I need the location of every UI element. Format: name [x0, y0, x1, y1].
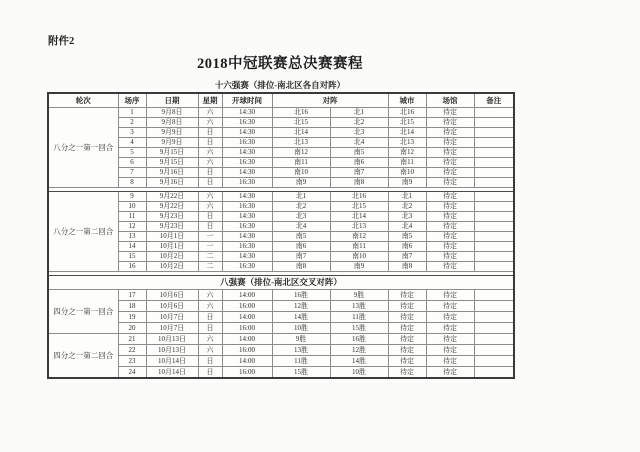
- table-cell: 北14: [388, 128, 426, 138]
- table-cell: 北4: [330, 138, 388, 148]
- table-cell: 北16: [330, 192, 388, 202]
- table-cell: 18: [118, 301, 146, 312]
- table-cell: 南6: [330, 158, 388, 168]
- table-row: [48, 290, 514, 301]
- table-cell: 南10: [272, 168, 330, 178]
- table-cell: 9月9日: [146, 128, 198, 138]
- table-cell: 日: [198, 168, 222, 178]
- table-cell: 北15: [272, 118, 330, 128]
- table-cell: 16:00: [222, 323, 272, 334]
- section-subtitle: 十六强赛（排位-南北区各自对阵）: [214, 80, 346, 90]
- table-cell: [474, 242, 514, 252]
- table-cell: 23: [118, 356, 146, 367]
- table-cell: 12胜: [330, 345, 388, 356]
- table-row: [48, 148, 514, 158]
- table-row: [48, 252, 514, 262]
- table-cell: [474, 158, 514, 168]
- column-header: 日期: [146, 93, 198, 108]
- table-cell: [474, 301, 514, 312]
- table-cell: 南11: [388, 158, 426, 168]
- table-cell: 北13: [330, 222, 388, 232]
- table-cell: 16:30: [222, 262, 272, 272]
- table-cell: 待定: [426, 301, 474, 312]
- table-cell: 北14: [272, 128, 330, 138]
- table-row: [48, 345, 514, 356]
- table-cell: 待定: [426, 334, 474, 345]
- table-row: [48, 301, 514, 312]
- table-cell: 北15: [330, 202, 388, 212]
- table-cell: [474, 222, 514, 232]
- table-cell: 13胜: [330, 301, 388, 312]
- table-cell: 11胜: [272, 356, 330, 367]
- table-cell: 16:00: [222, 301, 272, 312]
- table-cell: 16胜: [272, 290, 330, 301]
- table-cell: 日: [198, 356, 222, 367]
- table-cell: 10月13日: [146, 334, 198, 345]
- table-cell: 待定: [426, 345, 474, 356]
- table-cell: 10胜: [330, 367, 388, 379]
- table-cell: 北4: [272, 222, 330, 232]
- table-cell: 6: [118, 158, 146, 168]
- table-cell: 六: [198, 334, 222, 345]
- table-cell: 一: [198, 232, 222, 242]
- table-cell: 15: [118, 252, 146, 262]
- table-row: [48, 232, 514, 242]
- table-cell: 16:00: [222, 345, 272, 356]
- table-cell: 六: [198, 345, 222, 356]
- table-cell: 14:30: [222, 252, 272, 262]
- table-row: [48, 312, 514, 323]
- stage-banner: 八强赛（排位-南北区交叉对阵）: [48, 276, 514, 290]
- table-cell: 六: [198, 118, 222, 128]
- table-cell: [474, 178, 514, 188]
- table-cell: [474, 138, 514, 148]
- table-cell: 14:00: [222, 312, 272, 323]
- round-label: 四分之一第一回合: [48, 290, 118, 334]
- table-cell: 日: [198, 222, 222, 232]
- table-cell: 待定: [388, 312, 426, 323]
- table-cell: 待定: [426, 202, 474, 212]
- table-cell: 待定: [426, 108, 474, 118]
- table-cell: 待定: [426, 158, 474, 168]
- table-row: [48, 202, 514, 212]
- table-cell: 16胜: [330, 334, 388, 345]
- table-cell: 9月16日: [146, 178, 198, 188]
- table-cell: 待定: [426, 232, 474, 242]
- table-cell: 南7: [330, 168, 388, 178]
- table-cell: 待定: [426, 178, 474, 188]
- table-cell: 10月14日: [146, 367, 198, 379]
- table-cell: 10月13日: [146, 345, 198, 356]
- column-header: 开球时间: [222, 93, 272, 108]
- table-cell: 16:00: [222, 367, 272, 379]
- table-cell: 待定: [426, 222, 474, 232]
- table-cell: 9胜: [330, 290, 388, 301]
- table-cell: 14:00: [222, 290, 272, 301]
- table-cell: 南12: [388, 148, 426, 158]
- table-cell: [474, 168, 514, 178]
- table-cell: 2: [118, 118, 146, 128]
- column-header: 场馆: [426, 93, 474, 108]
- table-cell: 9月22日: [146, 192, 198, 202]
- table-cell: 9月23日: [146, 222, 198, 232]
- table-cell: 16:30: [222, 138, 272, 148]
- table-cell: [474, 212, 514, 222]
- table-cell: 16: [118, 262, 146, 272]
- table-cell: 南10: [330, 252, 388, 262]
- table-row: [48, 323, 514, 334]
- table-cell: 北3: [330, 128, 388, 138]
- table-cell: 北13: [272, 138, 330, 148]
- table-cell: 10月2日: [146, 252, 198, 262]
- table-cell: 待定: [388, 356, 426, 367]
- table-cell: 7: [118, 168, 146, 178]
- table-cell: [474, 108, 514, 118]
- table-cell: 16:30: [222, 178, 272, 188]
- table-cell: 二: [198, 262, 222, 272]
- table-row: [48, 158, 514, 168]
- table-cell: [474, 148, 514, 158]
- table-cell: 9: [118, 192, 146, 202]
- table-cell: 北2: [330, 118, 388, 128]
- table-cell: 待定: [426, 212, 474, 222]
- table-cell: 南6: [388, 242, 426, 252]
- table-cell: 16:30: [222, 222, 272, 232]
- table-cell: 日: [198, 178, 222, 188]
- table-cell: 待定: [426, 242, 474, 252]
- table-row: [48, 178, 514, 188]
- table-cell: 六: [198, 108, 222, 118]
- table-cell: 北16: [388, 108, 426, 118]
- table-cell: 1: [118, 108, 146, 118]
- table-cell: 14:30: [222, 212, 272, 222]
- table-cell: 南8: [388, 262, 426, 272]
- table-cell: 14:30: [222, 128, 272, 138]
- table-cell: 日: [198, 212, 222, 222]
- table-cell: 北3: [272, 212, 330, 222]
- table-cell: 待定: [426, 252, 474, 262]
- table-cell: 20: [118, 323, 146, 334]
- table-cell: 21: [118, 334, 146, 345]
- table-cell: 10月14日: [146, 356, 198, 367]
- table-cell: 六: [198, 301, 222, 312]
- table-cell: 16:30: [222, 202, 272, 212]
- table-cell: 南5: [330, 148, 388, 158]
- table-cell: 南5: [272, 232, 330, 242]
- table-cell: 10月1日: [146, 232, 198, 242]
- table-cell: 14:30: [222, 168, 272, 178]
- table-cell: 4: [118, 138, 146, 148]
- table-cell: 日: [198, 138, 222, 148]
- table-cell: 8: [118, 178, 146, 188]
- table-cell: 9月22日: [146, 202, 198, 212]
- table-cell: 9月15日: [146, 148, 198, 158]
- table-cell: 南9: [330, 262, 388, 272]
- table-row: [48, 334, 514, 345]
- table-cell: 日: [198, 128, 222, 138]
- table-cell: 22: [118, 345, 146, 356]
- table-cell: [474, 232, 514, 242]
- table-cell: 南6: [272, 242, 330, 252]
- table-cell: [474, 323, 514, 334]
- header-row: [48, 93, 514, 108]
- table-cell: 南12: [330, 232, 388, 242]
- table-cell: [474, 262, 514, 272]
- table-cell: [474, 312, 514, 323]
- table-cell: [474, 128, 514, 138]
- table-cell: 10胜: [272, 323, 330, 334]
- table-cell: 14胜: [272, 312, 330, 323]
- table-cell: 3: [118, 128, 146, 138]
- table-cell: 南7: [272, 252, 330, 262]
- table-cell: 北14: [330, 212, 388, 222]
- table-cell: [474, 252, 514, 262]
- table-cell: 待定: [426, 148, 474, 158]
- table-cell: 12胜: [272, 301, 330, 312]
- table-cell: 一: [198, 242, 222, 252]
- column-header: 城市: [388, 93, 426, 108]
- table-row: [48, 222, 514, 232]
- table-cell: 南9: [272, 178, 330, 188]
- table-cell: 六: [198, 202, 222, 212]
- column-header: 轮次: [48, 93, 118, 108]
- table-row: [48, 192, 514, 202]
- table-cell: 南12: [272, 148, 330, 158]
- table-cell: 17: [118, 290, 146, 301]
- table-cell: 10: [118, 202, 146, 212]
- table-cell: 待定: [388, 301, 426, 312]
- table-cell: 南7: [388, 252, 426, 262]
- table-cell: 北1: [272, 192, 330, 202]
- table-cell: 待定: [426, 192, 474, 202]
- table-row: [48, 367, 514, 379]
- table-cell: 待定: [426, 323, 474, 334]
- column-header: 场序: [118, 93, 146, 108]
- table-cell: 10月2日: [146, 262, 198, 272]
- table-cell: 14:30: [222, 148, 272, 158]
- table-cell: 12: [118, 222, 146, 232]
- table-cell: 14:00: [222, 356, 272, 367]
- table-cell: 北1: [388, 192, 426, 202]
- table-cell: 24: [118, 367, 146, 379]
- table-cell: 待定: [426, 356, 474, 367]
- table-cell: 待定: [388, 323, 426, 334]
- table-cell: 日: [198, 323, 222, 334]
- table-cell: 南9: [388, 178, 426, 188]
- table-cell: 六: [198, 290, 222, 301]
- table-cell: 北4: [388, 222, 426, 232]
- table-cell: 北16: [272, 108, 330, 118]
- table-cell: 14胜: [330, 356, 388, 367]
- table-cell: 六: [198, 192, 222, 202]
- table-cell: 14:30: [222, 108, 272, 118]
- table-cell: 南11: [272, 158, 330, 168]
- table-cell: 9月8日: [146, 108, 198, 118]
- table-cell: 14:30: [222, 192, 272, 202]
- table-cell: 北2: [272, 202, 330, 212]
- table-cell: 19: [118, 312, 146, 323]
- table-cell: 9胜: [272, 334, 330, 345]
- table-cell: 16:30: [222, 158, 272, 168]
- table-cell: 南5: [388, 232, 426, 242]
- table-cell: [474, 290, 514, 301]
- table-cell: [474, 118, 514, 128]
- table-cell: 11胜: [330, 312, 388, 323]
- table-cell: [474, 356, 514, 367]
- table-cell: 二: [198, 252, 222, 262]
- table-cell: 待定: [388, 290, 426, 301]
- table-cell: 六: [198, 148, 222, 158]
- table-cell: 9月8日: [146, 118, 198, 128]
- table-cell: 日: [198, 367, 222, 379]
- table-cell: 待定: [426, 367, 474, 379]
- table-cell: 日: [198, 312, 222, 323]
- round-label: 四分之一第二回合: [48, 334, 118, 379]
- column-header: 星期: [198, 93, 222, 108]
- table-cell: 北2: [388, 202, 426, 212]
- table-row: [48, 356, 514, 367]
- table-cell: 待定: [426, 312, 474, 323]
- table-row: [48, 212, 514, 222]
- table-cell: 10月6日: [146, 301, 198, 312]
- stage-banner-row: [48, 276, 514, 290]
- table-row: [48, 168, 514, 178]
- table-row: [48, 118, 514, 128]
- table-cell: 9月15日: [146, 158, 198, 168]
- table-cell: 13胜: [272, 345, 330, 356]
- table-row: [48, 262, 514, 272]
- table-cell: [474, 334, 514, 345]
- table-cell: [474, 202, 514, 212]
- table-cell: 待定: [426, 262, 474, 272]
- table-cell: 南8: [272, 262, 330, 272]
- table-cell: 待定: [388, 345, 426, 356]
- table-cell: 北3: [388, 212, 426, 222]
- table-cell: 11: [118, 212, 146, 222]
- table-cell: 10月6日: [146, 290, 198, 301]
- table-cell: 待定: [388, 334, 426, 345]
- column-header: 对阵: [272, 93, 388, 108]
- table-cell: 六: [198, 158, 222, 168]
- schedule-table: [47, 92, 515, 379]
- table-cell: 9月9日: [146, 138, 198, 148]
- page-title: 2018中冠联赛总决赛赛程: [197, 56, 363, 72]
- table-cell: 15胜: [272, 367, 330, 379]
- attachment-label: 附件2: [48, 36, 75, 47]
- table-cell: 5: [118, 148, 146, 158]
- table-cell: 南10: [388, 168, 426, 178]
- table-cell: 14:30: [222, 232, 272, 242]
- table-cell: 16:30: [222, 118, 272, 128]
- column-header: 备注: [474, 93, 514, 108]
- round-label: 八分之一第二回合: [48, 192, 118, 272]
- table-cell: 待定: [426, 168, 474, 178]
- table-cell: 13: [118, 232, 146, 242]
- table-cell: 待定: [426, 128, 474, 138]
- table-cell: 10月7日: [146, 323, 198, 334]
- table-cell: 北13: [388, 138, 426, 148]
- table-row: [48, 108, 514, 118]
- table-cell: 10月1日: [146, 242, 198, 252]
- table-cell: 南11: [330, 242, 388, 252]
- table-cell: 待定: [426, 118, 474, 128]
- table-cell: 14:00: [222, 334, 272, 345]
- table-cell: 16:30: [222, 242, 272, 252]
- table-cell: 待定: [426, 138, 474, 148]
- table-cell: 北1: [330, 108, 388, 118]
- table-cell: 待定: [388, 367, 426, 379]
- round-label: 八分之一第一回合: [48, 108, 118, 188]
- table-cell: 10月7日: [146, 312, 198, 323]
- table-cell: [474, 192, 514, 202]
- table-cell: 待定: [426, 290, 474, 301]
- table-row: [48, 242, 514, 252]
- table-cell: [474, 345, 514, 356]
- table-cell: 9月16日: [146, 168, 198, 178]
- table-cell: 15胜: [330, 323, 388, 334]
- table-cell: 14: [118, 242, 146, 252]
- table-cell: [474, 367, 514, 379]
- table-cell: 南8: [330, 178, 388, 188]
- table-row: [48, 138, 514, 148]
- table-row: [48, 128, 514, 138]
- table-cell: 北15: [388, 118, 426, 128]
- table-cell: 9月23日: [146, 212, 198, 222]
